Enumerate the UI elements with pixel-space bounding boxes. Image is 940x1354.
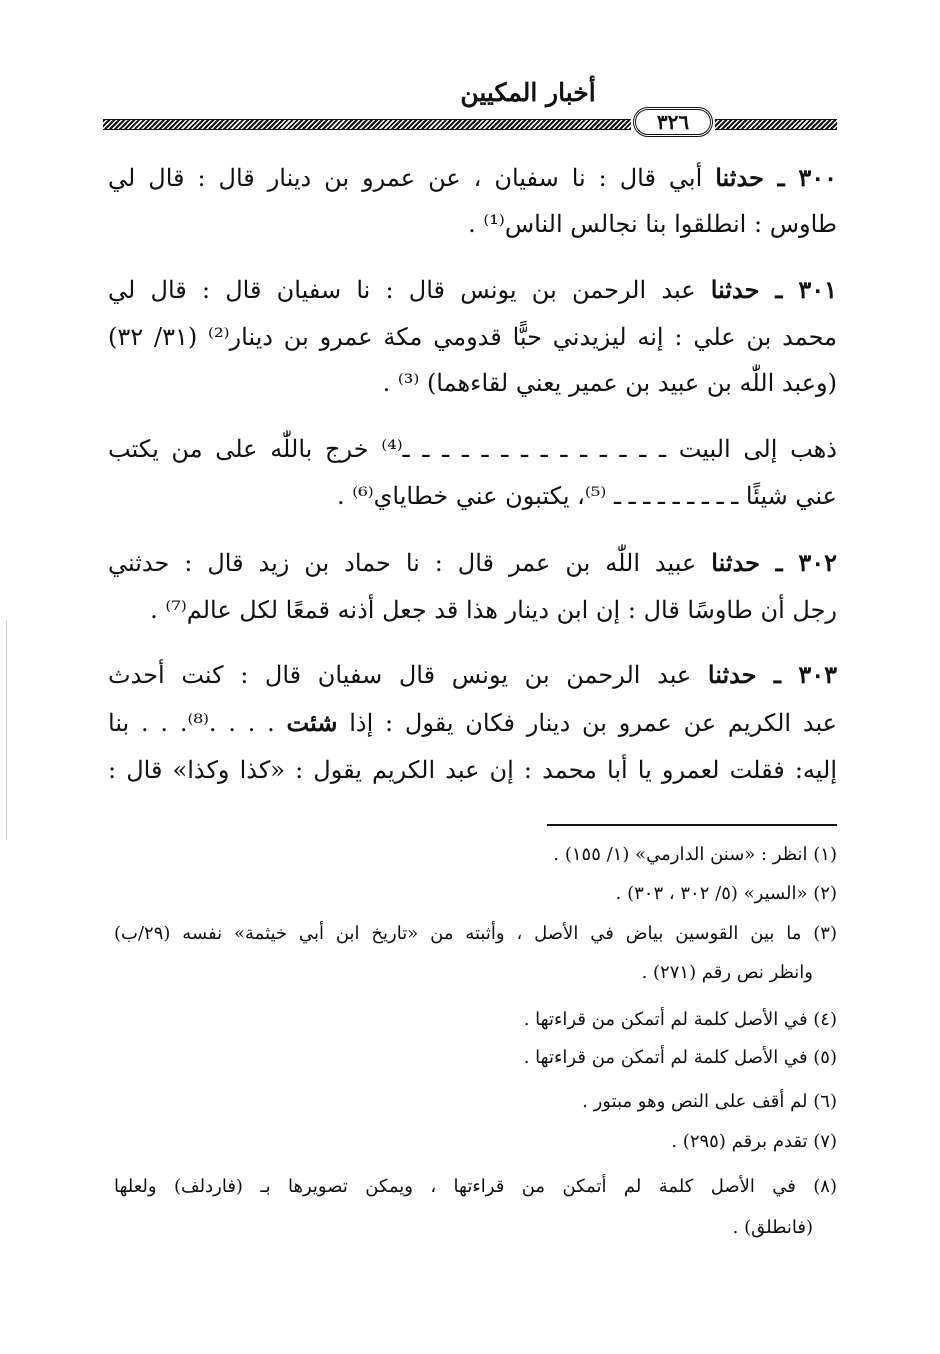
line-11-part-a: عبد الكريم عن عمرو بن دينار فكان يقول : إذا: [337, 709, 838, 737]
text-line-7: عني شيئًا ـ ـ ـ ـ ـ ـ ـ ـ ـ ⁽⁵⁾، يكتبون عني خطاياي⁽⁶⁾ .: [336, 482, 837, 510]
footnote-3-continued: وانظر نص رقم (٢٧١) .: [641, 962, 813, 983]
hadith-number-302: ٣٠٢ ـ حدثنا: [711, 548, 837, 577]
footnote-1: (١) انظر : «سنن الدارمي» (١/ ١٥٥) .: [553, 844, 837, 865]
footnote-2: (٢) «السير» (٥/ ٣٠٢ ، ٣٠٣) .: [615, 883, 837, 904]
hadith-301-text: عبد الرحمن بن يونس قال : نا سفيان قال : قال لي: [108, 276, 711, 304]
footnote-separator: [547, 824, 837, 826]
hadith-number-300: ٣٠٠ ـ حدثنا: [715, 163, 837, 192]
footnote-5: (٥) في الأصل كلمة لم أتمكن من قراءتها .: [523, 1047, 837, 1068]
header-rule-left: [103, 119, 631, 130]
hadith-number-301: ٣٠١ ـ حدثنا: [710, 275, 837, 304]
text-line-8: [108, 548, 837, 577]
hadith-number-303: ٣٠٣ ـ حدثنا: [707, 660, 837, 689]
hadith-303-text: عبد الرحمن بن يونس قال سفيان قال : كنت أحدث: [108, 661, 708, 689]
footnote-4: (٤) في الأصل كلمة لم أتمكن من قراءتها .: [523, 1009, 837, 1030]
text-line-6: ذهب إلى البيت ـ ـ ـ ـ ـ ـ ـ ـ ـ ـ ـ ـ ـ ـ⁽⁴⁾ خرج باللّٰه على من يكتب: [108, 435, 837, 463]
running-header-title: أخبار المكيين: [460, 78, 596, 107]
hadith-302-text: عبيد اللّٰه بن عمر قال : نا حماد بن زيد قال : حدثني: [108, 549, 712, 577]
footnote-7: (٧) تقدم برقم (٢٩٥) .: [671, 1131, 837, 1152]
page-number-badge: ٣٢٦: [633, 107, 713, 137]
text-line-10: [108, 660, 837, 689]
text-line-1: [108, 163, 837, 192]
header-rule-right: [715, 119, 837, 130]
footnote-3: (٣) ما بين القوسين بياض في الأصل ، وأثبته من «تاريخ ابن أبي خيثمة» نفسه (٢٩/ب): [114, 923, 837, 944]
hadith-300-text: أبي قال : نا سفيان ، عن عمرو بن دينار قال : قال لي: [108, 164, 716, 192]
text-line-9: رجل أن طاوسًا قال : إن ابن دينار هذا قد جعل أذنه قمعًا لكل عالم⁽⁷⁾ .: [150, 596, 837, 624]
text-line-3: [108, 275, 837, 304]
footnote-8-continued: (فانطلق) .: [732, 1217, 813, 1238]
text-line-12: إليه: فقلت لعمرو يا أبا محمد : إن عبد الكريم يقول : «كذا وكذا» قال :: [108, 756, 837, 784]
scan-margin-line: [6, 620, 7, 840]
text-line-2: طاوس : انطلقوا بنا نجالس الناس⁽¹⁾ .: [468, 210, 837, 238]
footnote-6: (٦) لم أقف على النص وهو مبتور .: [582, 1091, 837, 1112]
text-line-5: (وعبد اللّٰه بن عبيد بن عمير يعني لقاءهما) ⁽³⁾ .: [382, 369, 837, 397]
text-line-4: محمد بن علي : إنه ليزيدني حبًّا قدومي مكة عمرو بن دينار⁽²⁾ (٣١/ ٣٢): [108, 323, 838, 351]
text-line-11: [108, 708, 837, 737]
footnote-8: (٨) في الأصل كلمة لم أتمكن من قراءتها ، ويمكن تصويرها بـ (فاردلف) ولعلها: [114, 1176, 837, 1197]
line-11-part-c: . . . .⁽⁸⁾. . . بنا: [108, 709, 287, 737]
line-11-bold-word: شئت: [286, 708, 338, 737]
